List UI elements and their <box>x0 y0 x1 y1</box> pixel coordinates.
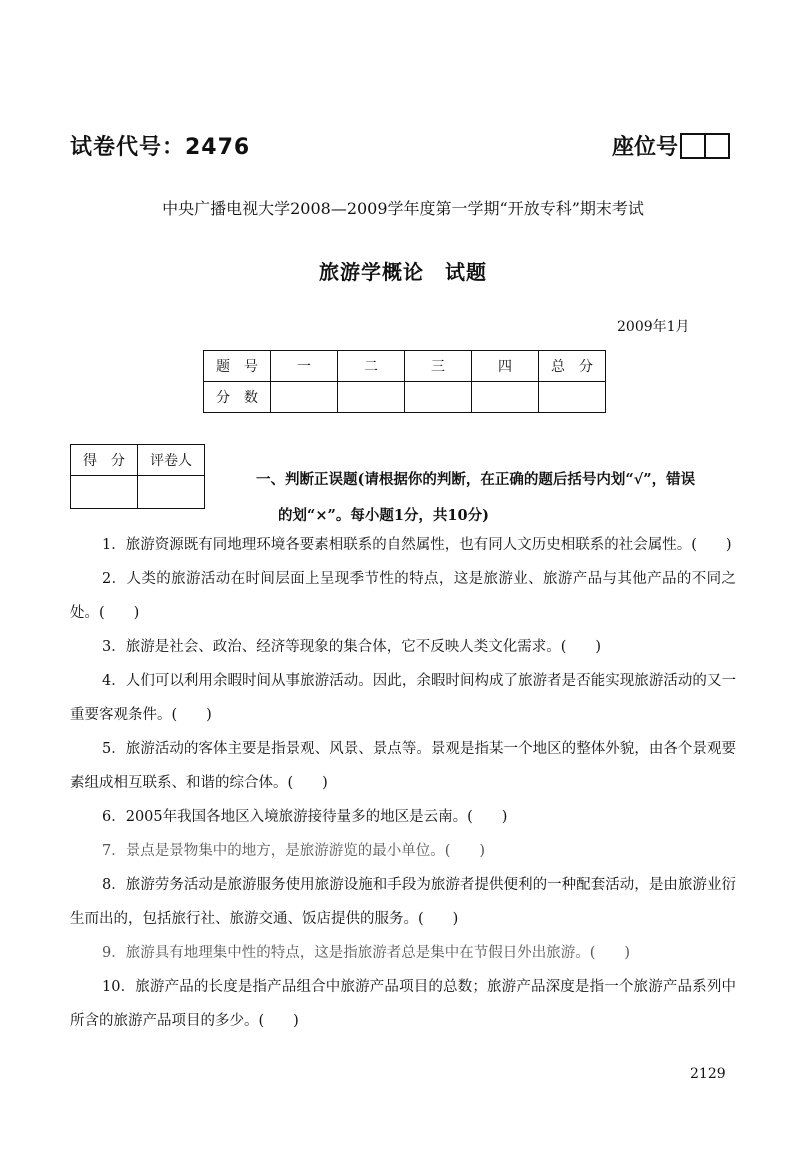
seat-label: 座位号 <box>612 135 679 160</box>
grader-table <box>70 444 205 509</box>
score-cell[interactable] <box>271 382 338 413</box>
question-item: 4．人们可以利用余暇时间从事旅游活动。因此，余暇时间构成了旅游者是否能实现旅游活动的又一重要客观条件。( ) <box>70 673 736 723</box>
exam-header: 中央广播电视大学2008—2009学年度第一学期“开放专科”期末考试 <box>162 199 644 218</box>
page-number: 2129 <box>690 1066 726 1082</box>
question-item: 10．旅游产品的长度是指产品组合中旅游产品项目的总数；旅游产品深度是指一个旅游产品系列中所含的旅游产品项目的多少。( ) <box>70 979 736 1029</box>
question-item: 6．2005年我国各地区入境旅游接待量多的地区是云南。( ) <box>102 809 508 825</box>
section-title-line-2: 的划“×”。每小题1分，共10分) <box>278 507 489 524</box>
grader-table-blank-row <box>71 476 205 509</box>
score-header-cell: 二 <box>338 351 405 382</box>
grader-name-cell[interactable] <box>138 476 205 509</box>
grader-score-header: 得 分 <box>71 445 138 476</box>
question-item: 7．景点是景物集中的地方，是旅游游览的最小单位。( ) <box>102 843 486 859</box>
seat-number-box[interactable] <box>680 133 730 159</box>
score-cell[interactable] <box>472 382 539 413</box>
score-header-cell: 三 <box>405 351 472 382</box>
score-row-label: 分 数 <box>204 382 271 413</box>
score-header-cell: 四 <box>472 351 539 382</box>
question-item: 9．旅游具有地理集中性的特点，这是指旅游者总是集中在节假日外出旅游。( ) <box>102 945 631 961</box>
score-cell[interactable] <box>405 382 472 413</box>
grader-table-header-row <box>71 445 205 476</box>
grader-name-header: 评卷人 <box>138 445 205 476</box>
score-header-cell: 一 <box>271 351 338 382</box>
exam-title: 旅游学概论 试题 <box>319 260 487 284</box>
section-title-line-1: 一、判断正误题(请根据你的判断，在正确的题后括号内划“√”，错误 <box>256 471 696 488</box>
score-cell[interactable] <box>539 382 606 413</box>
question-item: 1．旅游资源既有同地理环境各要素相联系的自然属性，也有同人文历史相联系的社会属性。( ) <box>102 537 732 553</box>
score-table-header-row <box>204 351 606 382</box>
score-cell[interactable] <box>338 382 405 413</box>
question-item: 3．旅游是社会、政治、经济等现象的集合体，它不反映人类文化需求。( ) <box>102 639 602 655</box>
score-header-cell: 总 分 <box>539 351 606 382</box>
question-item: 8．旅游劳务活动是旅游服务使用旅游设施和手段为旅游者提供便利的一种配套活动，是由旅游业衍生而出的，包括旅行社、旅游交通、饭店提供的服务。( ) <box>70 877 736 927</box>
exam-date: 2009年1月 <box>617 319 690 335</box>
grader-score-cell[interactable] <box>71 476 138 509</box>
question-item: 2．人类的旅游活动在时间层面上呈现季节性的特点，这是旅游业、旅游产品与其他产品的不同之处。( ) <box>70 571 736 621</box>
seat-number <box>612 130 730 161</box>
question-list <box>70 528 736 1038</box>
score-table <box>203 350 606 413</box>
paper-code: 试卷代号：2476 <box>70 135 251 160</box>
score-table-score-row <box>204 382 606 413</box>
score-header-cell: 题 号 <box>204 351 271 382</box>
section-one-title <box>256 462 746 534</box>
question-item: 5．旅游活动的客体主要是指景观、风景、景点等。景观是指某一个地区的整体外貌，由各个景观要素组成相互联系、和谐的综合体。( ) <box>70 741 736 791</box>
